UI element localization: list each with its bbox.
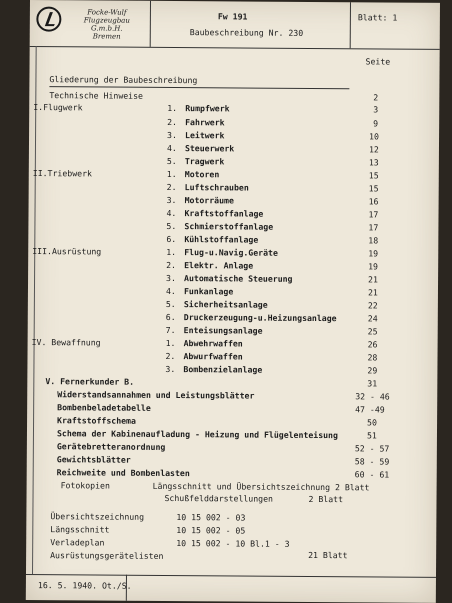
toc-page: 31	[367, 378, 378, 389]
toc-item-number: 2.	[165, 350, 176, 362]
sheet-number: Blatt: 1	[357, 12, 398, 23]
company-line: Focke-Wulf	[87, 8, 127, 17]
toc-page: 19	[368, 248, 379, 259]
document-sheet	[26, 0, 440, 603]
toc-page: 29	[367, 365, 378, 376]
toc-section: Reichweite und Bombenlasten	[56, 467, 190, 479]
title-block	[30, 0, 440, 50]
focke-wulf-logo-icon	[36, 6, 62, 32]
toc-page: 58 - 59	[354, 456, 390, 467]
toc-item-label: Druckerzeugung-u.Heizungsanlage	[183, 312, 337, 324]
heading-underline	[49, 86, 349, 89]
toc-section: Gewichtsblätter	[56, 454, 131, 465]
toc-page: 17	[368, 222, 379, 233]
toc-item-label: Flug-u.Navig.Geräte	[184, 247, 278, 258]
toc-page: 25	[367, 326, 378, 337]
drawing-ref: 10 15 002 - 10 Bl.1 - 3	[176, 538, 290, 549]
fotokopien-line: Längsschnitt und Übersichtszeichnung 2 Blatt	[152, 480, 370, 493]
toc-item-label: Tragwerk	[184, 156, 225, 167]
toc-item-number: 7.	[165, 324, 176, 336]
company-line: G.m.b.H.	[91, 24, 123, 33]
toc-item-number: 1.	[167, 102, 178, 114]
footer-date: 16. 5. 1940. Ot./S.	[37, 580, 132, 591]
company-line: Bremen	[92, 32, 121, 41]
toc-item-label: Rumpfwerk	[185, 103, 230, 114]
company-line: Flugzeugbau	[83, 16, 130, 25]
drawing-label: Verladeplan	[50, 537, 105, 548]
toc-section: III.Ausrüstung	[32, 246, 102, 257]
toc-page: 2	[373, 92, 379, 103]
toc-section: II.Triebwerk	[32, 168, 92, 179]
toc-section: Technische Hinweise	[49, 90, 144, 101]
toc-page: 28	[367, 352, 378, 363]
ausruestung-label: Ausrüstungsgerätelisten	[50, 550, 164, 561]
toc-page: 15	[368, 170, 379, 181]
toc-item-number: 6.	[166, 233, 177, 245]
toc-item-number: 4.	[166, 142, 177, 154]
toc-page: 60 - 61	[354, 469, 390, 480]
footer-rule	[26, 574, 436, 578]
fotokopien-count: 2 Blatt	[308, 493, 344, 505]
toc-item-label: Abwurfwaffen	[183, 351, 243, 362]
toc-item-label: Kühlstoffanlage	[184, 234, 259, 245]
toc-page: 17	[368, 209, 379, 220]
toc-item-number: 2.	[166, 181, 177, 193]
toc-item-number: 1.	[166, 246, 177, 258]
toc-section: I.Flugwerk	[33, 102, 83, 113]
toc-item-label: Steuerwerk	[184, 143, 235, 154]
toc-item-number: 1.	[166, 168, 177, 180]
toc-page: 19	[368, 261, 379, 272]
aircraft-type: Fw 191	[217, 11, 248, 22]
toc-item-number: 5.	[166, 220, 177, 232]
drawing-ref: 10 15 002 - 03	[176, 512, 246, 523]
toc-item-label: Leitwerk	[185, 130, 225, 141]
toc-item-label: Automatische Steuerung	[184, 273, 293, 284]
section-heading: Gliederung der Baubeschreibung	[49, 74, 198, 86]
margin-rule	[32, 46, 37, 574]
toc-item-number: 3.	[165, 363, 176, 375]
toc-section: IV. Bewaffnung	[31, 337, 101, 348]
toc-page: 24	[367, 313, 378, 324]
toc-section: Bombenbeladetabelle	[57, 402, 151, 413]
toc-item-number: 2.	[167, 116, 178, 128]
toc-page: 51	[366, 430, 377, 441]
toc-page: 10	[369, 131, 379, 142]
toc-page: 32 - 46	[355, 391, 390, 402]
toc-item-label: Enteisungsanlage	[183, 325, 263, 336]
toc-item-label: Schmierstoffanlage	[184, 221, 274, 232]
seite-header: Seite	[365, 56, 391, 67]
toc-page: 3	[373, 104, 379, 115]
toc-item-number: 4.	[165, 285, 176, 297]
toc-page: 12	[368, 144, 379, 155]
toc-item-number: 5.	[166, 155, 177, 167]
toc-item-label: Bombenzielanlage	[183, 364, 263, 375]
toc-item-number: 3.	[166, 194, 177, 206]
toc-item-label: Luftschrauben	[184, 182, 249, 193]
toc-item-label: Elektr. Anlage	[184, 260, 254, 271]
toc-section: Kraftstoffschema	[57, 415, 136, 426]
doc-title-cell	[150, 1, 351, 48]
toc-item-number: 1.	[165, 337, 176, 349]
toc-item-number: 5.	[165, 298, 176, 310]
drawing-ref: 10 15 002 - 05	[176, 525, 246, 536]
toc-item-number: 4.	[166, 207, 177, 219]
toc-section: Widerstandsannahmen und Leistungsblätter	[57, 389, 255, 401]
toc-item-label: Sicherheitsanlage	[183, 299, 268, 310]
toc-page: 52 - 57	[354, 443, 390, 454]
drawing-label: Übersichtszeichnung	[50, 511, 145, 522]
toc-page: 21	[367, 287, 378, 298]
toc-page: 13	[368, 157, 379, 168]
fotokopien-label: Fotokopien	[60, 480, 110, 491]
logo-cell	[30, 0, 151, 47]
toc-item-number: 3.	[167, 129, 177, 141]
toc-page: 50	[367, 417, 377, 428]
fotokopien-line: Schußfelddarstellungen	[164, 492, 274, 504]
toc-item-label: Abwehrwaffen	[183, 338, 243, 349]
toc-page: 9	[373, 118, 379, 129]
drawing-label: Längsschnitt	[50, 524, 110, 535]
toc-item-label: Motorräume	[184, 195, 234, 206]
ausruestung-count: 21 Blatt	[308, 549, 348, 561]
toc-page: 15	[368, 183, 379, 194]
toc-page: 18	[368, 235, 379, 246]
toc-section: Schema der Kabinenaufladung - Heizung und Flügelenteisung	[56, 428, 338, 441]
toc-item-number: 2.	[166, 259, 177, 271]
toc-item-label: Motoren	[184, 169, 220, 180]
toc-page: 26	[367, 339, 378, 350]
doc-number: Baubeschreibung Nr. 230	[189, 27, 304, 38]
toc-section: V. Fernerkunder B.	[45, 376, 135, 387]
toc-page: 16	[368, 196, 379, 207]
toc-item-label: Fahrwerk	[185, 117, 225, 128]
toc-page: 21	[368, 274, 378, 285]
toc-item-label: Funkanlage	[183, 286, 234, 297]
toc-item-number: 6.	[165, 311, 176, 323]
toc-section: Gerätebretteranordnung	[56, 441, 166, 452]
toc-page: 47 -49	[355, 404, 385, 415]
toc-item-label: Kraftstoffanlage	[184, 208, 264, 219]
toc-page: 22	[367, 300, 378, 311]
sheet-cell	[350, 2, 440, 49]
company-name	[68, 8, 146, 41]
toc-item-number: 3.	[166, 272, 176, 284]
